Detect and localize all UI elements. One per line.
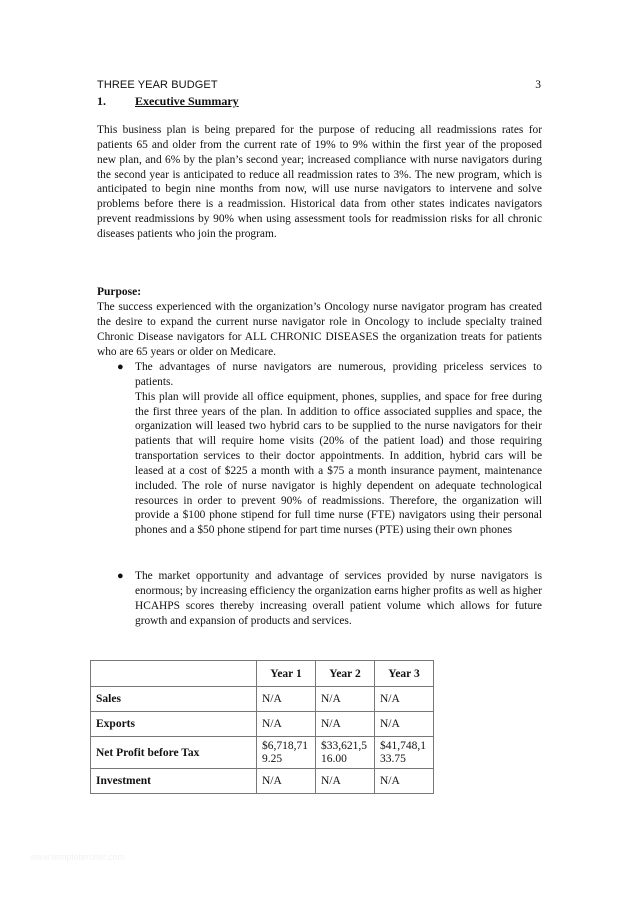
purpose-heading: Purpose: (97, 286, 142, 298)
purpose-paragraph: The success experienced with the organization’s Oncology nurse navigator program has created the desire to expand the current nurse navigator role in Oncology to include specialty trained Chronic Disease navigators for ALL CHRONIC DISEASES the organization treats for patients who are 65 years or older on Medicare. (97, 301, 542, 358)
table-cell: N/A (257, 687, 316, 712)
table-cell: N/A (257, 712, 316, 737)
page-header (97, 79, 541, 93)
section-title: Executive Summary (135, 94, 239, 108)
table-header-cell (91, 661, 257, 687)
table-cell: $41,748,133.75 (375, 737, 434, 769)
table-row (91, 712, 434, 737)
table-cell: N/A (257, 769, 316, 794)
table-cell: N/A (316, 769, 375, 794)
bullet-lead-text: The market opportunity and advantage of services provided by nurse navigators is enormous; by increasing efficiency the organization earns higher profits as well as higher HCAHPS scores thereby increasing overall patient volume which allows for future growth and expansion of products and services. (135, 570, 542, 627)
list-item (97, 360, 542, 538)
table-header-row (91, 661, 434, 687)
table-cell: $6,718,719.25 (257, 737, 316, 769)
table-row (91, 687, 434, 712)
table-cell: N/A (316, 687, 375, 712)
row-label: Sales (91, 687, 257, 712)
watermark: www.templateroller.com (30, 852, 126, 862)
table-cell: N/A (375, 687, 434, 712)
executive-summary-paragraph: This business plan is being prepared for the purpose of reducing all readmissions rates for patients 65 and older from the current rate of 19% to 9% within the first year of the proposed new plan, and 6% by the plan’s second year; increased compliance with nurse navigators during the second year is anticipated to reduce all readmission rates to 3%. The new program, which is anticipated to begin nine months from now, will use nurse navigators to intervene and solve problems before there is a readmission. Historical data from other states indicates navigators prevent readmissions by 90% when using assessment tools for readmission risks for all chronic diseases patients who join the program. (97, 124, 542, 240)
table-row (91, 769, 434, 794)
table-cell: N/A (316, 712, 375, 737)
table-cell: N/A (375, 712, 434, 737)
list-item (97, 569, 542, 628)
table-header-cell: Year 3 (375, 661, 434, 687)
table-cell: N/A (375, 769, 434, 794)
budget-table (90, 660, 434, 794)
row-label: Exports (91, 712, 257, 737)
table-header-cell: Year 1 (257, 661, 316, 687)
table-cell: $33,621,516.00 (316, 737, 375, 769)
section-heading (97, 94, 239, 109)
page-number: 3 (535, 79, 541, 91)
bullet-lead-text: The advantages of nurse navigators are numerous, providing priceless services to patients. (135, 361, 542, 388)
section-number: 1. (97, 94, 106, 108)
bullet-body-text: This plan will provide all office equipment, phones, supplies, and space for free during the first three years of the plan. In addition to office associated supplies and space, the organization will leased two hybrid cars to be supplied to the nurse navigators for their patients that will require home visits (20% of the patient load) and those requiring transportation services to their doctor appointments. In addition, hybrid cars will be leased at a cost of $225 a month with a $75 a month insurance payment, maintenance included. The role of nurse navigator is highly dependent on adequate technological resources in order to prevent 90% of readmissions. Therefore, the organization will provide a $100 phone stipend for full time nurse (FTE) navigators using their personal phones and a $50 phone stipend for part time nurses (PTE) using their own phones (135, 390, 542, 537)
bullet-list (97, 360, 542, 538)
bullet-icon: ● (117, 361, 124, 373)
table-header-cell: Year 2 (316, 661, 375, 687)
row-label: Investment (91, 769, 257, 794)
bullet-icon: ● (117, 570, 124, 582)
running-head: THREE YEAR BUDGET (97, 79, 218, 91)
table-row (91, 737, 434, 769)
row-label: Net Profit before Tax (91, 737, 257, 769)
bullet-list (97, 569, 542, 628)
